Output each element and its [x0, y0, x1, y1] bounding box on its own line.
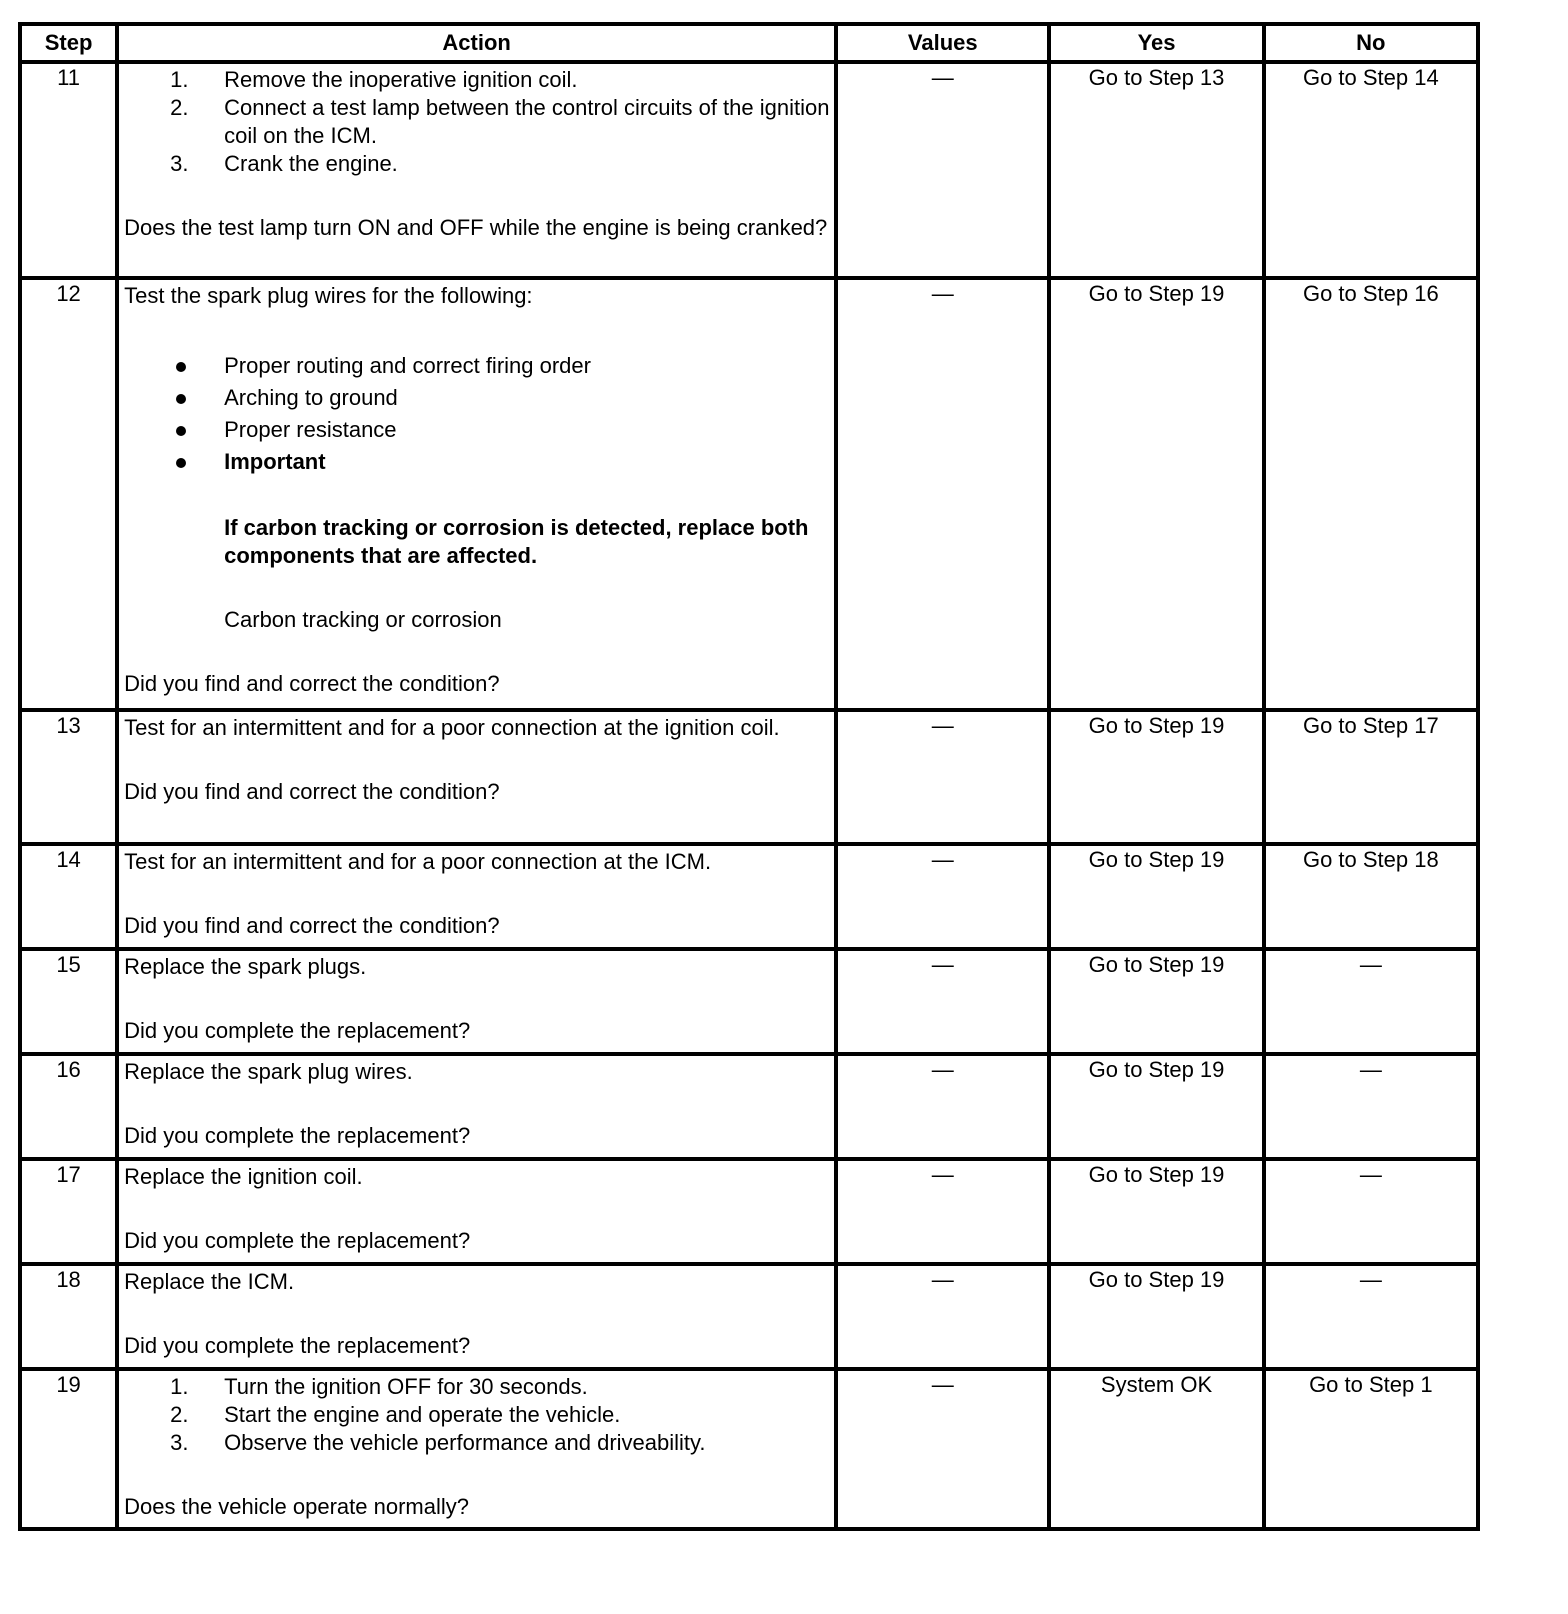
value-cell: —	[836, 1264, 1049, 1369]
action-text: Replace the spark plug wires.	[124, 1059, 413, 1084]
header-step: Step	[20, 24, 117, 62]
sub-note: Carbon tracking or corrosion	[224, 607, 502, 632]
step-number: 14	[20, 844, 117, 949]
no-result: —	[1264, 1054, 1478, 1159]
bullet-item-text: Proper routing and correct firing order	[224, 353, 591, 378]
list-item-text: Crank the engine.	[224, 151, 398, 176]
action-cell	[117, 710, 836, 844]
list-item	[124, 150, 830, 178]
step-number: 18	[20, 1264, 117, 1369]
step-number: 13	[20, 710, 117, 844]
table-row	[20, 710, 1478, 844]
table-header-row	[20, 24, 1478, 62]
list-marker: 2.	[170, 95, 189, 120]
list-marker: 2.	[170, 1402, 189, 1427]
action-cell	[117, 1159, 836, 1264]
value-cell: —	[836, 844, 1049, 949]
action-text: Test for an intermittent and for a poor connection at the ignition coil.	[124, 715, 780, 740]
step-number: 11	[20, 62, 117, 278]
action-question: Did you complete the replacement?	[124, 1333, 471, 1358]
table-row	[20, 278, 1478, 710]
table-row	[20, 62, 1478, 278]
bullet-item	[124, 382, 830, 414]
action-cell	[117, 62, 836, 278]
bullet-item-text: Arching to ground	[224, 385, 398, 410]
table-row	[20, 1159, 1478, 1264]
action-cell	[117, 1369, 836, 1529]
value-cell: —	[836, 1159, 1049, 1264]
step-number: 12	[20, 278, 117, 710]
action-question: Does the vehicle operate normally?	[124, 1494, 469, 1519]
action-intro: Test the spark plug wires for the following:	[124, 283, 533, 308]
header-no: No	[1264, 24, 1478, 62]
yes-result: Go to Step 19	[1049, 844, 1263, 949]
list-item-text: Remove the inoperative ignition coil.	[224, 67, 578, 92]
no-result: Go to Step 16	[1264, 278, 1478, 710]
bullet-icon	[124, 382, 224, 414]
action-question: Did you complete the replacement?	[124, 1123, 471, 1148]
list-item-text: Start the engine and operate the vehicle.	[224, 1402, 621, 1427]
step-number: 15	[20, 949, 117, 1054]
bullet-item	[124, 350, 830, 382]
action-cell	[117, 844, 836, 949]
action-question: Did you find and correct the condition?	[124, 779, 500, 804]
action-cell	[117, 949, 836, 1054]
important-note: If carbon tracking or corrosion is detected, replace both components that are affected.	[224, 515, 809, 568]
no-result: Go to Step 14	[1264, 62, 1478, 278]
yes-result: Go to Step 19	[1049, 278, 1263, 710]
list-item	[124, 1373, 830, 1401]
value-cell: —	[836, 710, 1049, 844]
value-cell: —	[836, 949, 1049, 1054]
action-text: Replace the spark plugs.	[124, 954, 367, 979]
yes-result: Go to Step 13	[1049, 62, 1263, 278]
table-row	[20, 1054, 1478, 1159]
action-text: Replace the ICM.	[124, 1269, 295, 1294]
action-cell	[117, 278, 836, 710]
action-cell	[117, 1054, 836, 1159]
table-row	[20, 949, 1478, 1054]
bullet-icon	[124, 350, 224, 382]
list-item	[124, 1429, 830, 1457]
yes-result: Go to Step 19	[1049, 710, 1263, 844]
table-row	[20, 1369, 1478, 1529]
list-item	[124, 1401, 830, 1429]
no-result: Go to Step 17	[1264, 710, 1478, 844]
action-text: Test for an intermittent and for a poor connection at the ICM.	[124, 849, 712, 874]
diagnostic-table	[18, 22, 1480, 1531]
bullet-item	[124, 446, 830, 478]
table-row	[20, 1264, 1478, 1369]
action-question: Did you find and correct the condition?	[124, 671, 500, 696]
value-cell: —	[836, 1054, 1049, 1159]
no-result: —	[1264, 949, 1478, 1054]
list-item	[124, 66, 830, 94]
list-marker: 3.	[170, 151, 189, 176]
list-marker: 1.	[170, 67, 189, 92]
step-number: 16	[20, 1054, 117, 1159]
yes-result: Go to Step 19	[1049, 1264, 1263, 1369]
table-row	[20, 844, 1478, 949]
list-item-text: Connect a test lamp between the control circuits of the ignition coil on the ICM.	[224, 95, 830, 148]
no-result: Go to Step 1	[1264, 1369, 1478, 1529]
value-cell: —	[836, 1369, 1049, 1529]
header-action: Action	[117, 24, 836, 62]
header-yes: Yes	[1049, 24, 1263, 62]
action-question: Did you complete the replacement?	[124, 1228, 471, 1253]
no-result: —	[1264, 1264, 1478, 1369]
value-cell: —	[836, 62, 1049, 278]
no-result: —	[1264, 1159, 1478, 1264]
list-marker: 1.	[170, 1374, 189, 1399]
action-question: Did you complete the replacement?	[124, 1018, 471, 1043]
bullet-icon	[124, 414, 224, 446]
bullet-item	[124, 414, 830, 446]
list-item	[124, 94, 830, 150]
step-number: 19	[20, 1369, 117, 1529]
step-number: 17	[20, 1159, 117, 1264]
action-question: Did you find and correct the condition?	[124, 913, 500, 938]
action-text: Replace the ignition coil.	[124, 1164, 363, 1189]
list-item-text: Observe the vehicle performance and driveability.	[224, 1430, 706, 1455]
yes-result: Go to Step 19	[1049, 1159, 1263, 1264]
bullet-item-text-important: Important	[224, 449, 326, 474]
value-cell: —	[836, 278, 1049, 710]
list-item-text: Turn the ignition OFF for 30 seconds.	[224, 1374, 588, 1399]
no-result: Go to Step 18	[1264, 844, 1478, 949]
action-question: Does the test lamp turn ON and OFF while the engine is being cranked?	[124, 215, 828, 240]
bullet-icon	[124, 446, 224, 478]
yes-result: System OK	[1049, 1369, 1263, 1529]
list-marker: 3.	[170, 1430, 189, 1455]
header-values: Values	[836, 24, 1049, 62]
bullet-item-text: Proper resistance	[224, 417, 397, 442]
yes-result: Go to Step 19	[1049, 1054, 1263, 1159]
yes-result: Go to Step 19	[1049, 949, 1263, 1054]
action-cell	[117, 1264, 836, 1369]
